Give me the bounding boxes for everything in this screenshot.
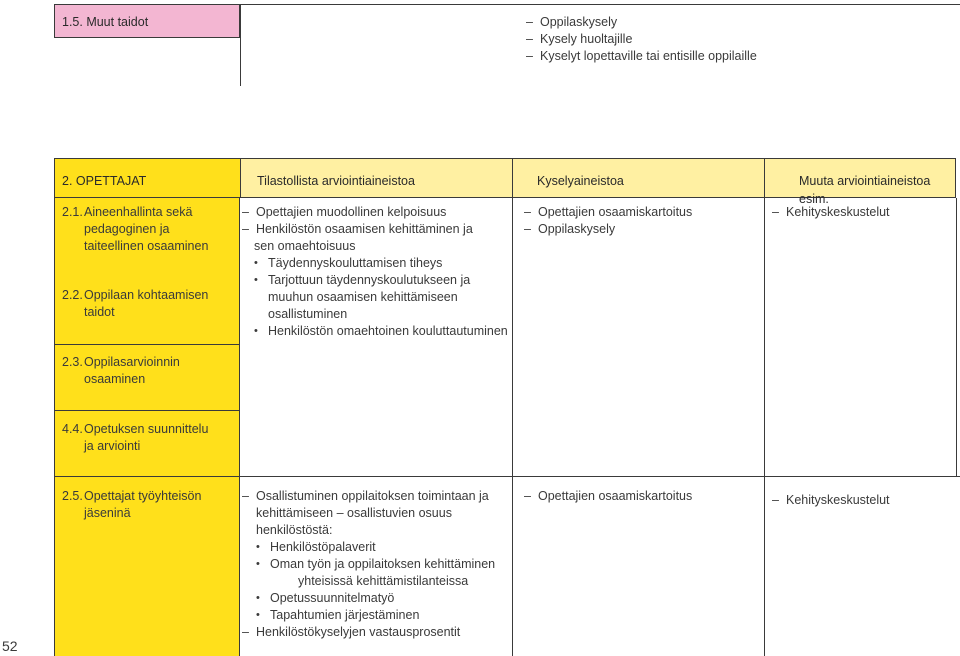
- header-cell-stats: [241, 159, 513, 197]
- item-label: Oppilaan kohtaamisen taidot: [84, 288, 209, 319]
- item-number: 4.4.: [62, 422, 83, 436]
- list-item: – Kehityskeskustelut: [772, 204, 952, 221]
- left-item-4-4: [62, 421, 236, 455]
- left-item-2-2: [62, 287, 236, 321]
- left-item-2-5: [62, 488, 236, 522]
- list-item: – Henkilöstökyselyjen vastausprosentit: [242, 624, 510, 641]
- block1-survey-list: [524, 204, 760, 238]
- item-label: Aineenhallinta sekä pedagoginen ja taiteellinen osaaminen: [84, 205, 209, 253]
- list-item: – Opettajien osaamiskartoitus: [524, 204, 760, 221]
- header-other: Muuta arviointiaineistoa esim.: [799, 174, 931, 206]
- column-line: [764, 477, 765, 656]
- list-item: – Oppilaskysely: [524, 221, 760, 238]
- block1-other-list: [772, 204, 952, 221]
- list-item: – Kyselyt lopettaville tai entisille oppilaille: [526, 48, 826, 65]
- column-line: [512, 477, 513, 656]
- block2-other-list: [772, 492, 952, 509]
- item-number: 2.1.: [62, 205, 83, 219]
- divider: [54, 344, 240, 345]
- row-muut-list: [526, 14, 826, 65]
- bullet-item: • Opetussuunnitelmatyö: [256, 590, 510, 607]
- list-item: – Kysely huoltajille: [526, 31, 826, 48]
- item-label: Opettajat työyhteisön jäseninä: [84, 489, 202, 520]
- list-item-cont: sen omaehtoisuus: [254, 239, 356, 253]
- block1-stats-list: [242, 204, 508, 340]
- header-row: [54, 158, 956, 206]
- list-item: – Opettajien muodollinen kelpoisuus: [242, 204, 508, 221]
- row-muut-title-cell: [54, 4, 240, 38]
- header-stats: Tilastollista arviointiaineistoa: [257, 174, 415, 188]
- page-number: 52: [2, 638, 18, 654]
- header-survey: Kyselyaineistoa: [537, 174, 624, 188]
- divider: [54, 476, 960, 477]
- bullet-item: • Tapahtumien järjestäminen: [256, 607, 510, 624]
- bullet-item: • Henkilöstön omaehtoinen kouluttautuminen: [254, 323, 508, 340]
- bullet-item: • Tarjottuun täydennyskoulutukseen ja muuhun osaamisen kehittämiseen osallistuminen: [254, 272, 473, 323]
- header-cell-opettajat: [55, 159, 241, 197]
- divider: [54, 410, 240, 411]
- block2-stats-list: [242, 488, 510, 641]
- column-line: [956, 198, 957, 477]
- item-number: 2.5.: [62, 489, 83, 503]
- bullet-item: • Henkilöstöpalaverit: [256, 539, 510, 556]
- list-item: – Osallistuminen oppilaitoksen toimintaan ja: [242, 488, 510, 505]
- left-item-2-1: [62, 204, 236, 255]
- header-cell-survey: [513, 159, 765, 197]
- column-line: [512, 198, 513, 477]
- block2-survey-list: [524, 488, 760, 505]
- bullet-item-cont: yhteisissä kehittämistilanteissa: [298, 574, 469, 588]
- item-number: 2.2.: [62, 288, 83, 302]
- bullet-item: • Täydennyskouluttamisen tiheys: [254, 255, 508, 272]
- list-item: – Henkilöstön osaamisen kehittäminen ja: [242, 221, 508, 238]
- list-item: – Kehityskeskustelut: [772, 492, 952, 509]
- item-number: 2.3.: [62, 355, 83, 369]
- item-label: Opetuksen suunnittelu ja arviointi: [84, 422, 209, 453]
- header-opettajat: 2. OPETTAJAT: [62, 174, 147, 188]
- row-muut-title: 1.5. Muut taidot: [62, 15, 149, 29]
- left-item-2-3: [62, 354, 236, 388]
- list-item-cont: kehittämiseen – osallistuvien osuus henkilöstöstä:: [256, 506, 452, 537]
- item-label: Oppilasarvioinnin osaaminen: [84, 355, 180, 386]
- header-cell-other: [765, 159, 955, 206]
- list-item: – Oppilaskysely: [526, 14, 826, 31]
- column-line: [764, 198, 765, 477]
- list-item: – Opettajien osaamiskartoitus: [524, 488, 760, 505]
- bullet-item: • Oman työn ja oppilaitoksen kehittäminen: [256, 556, 510, 573]
